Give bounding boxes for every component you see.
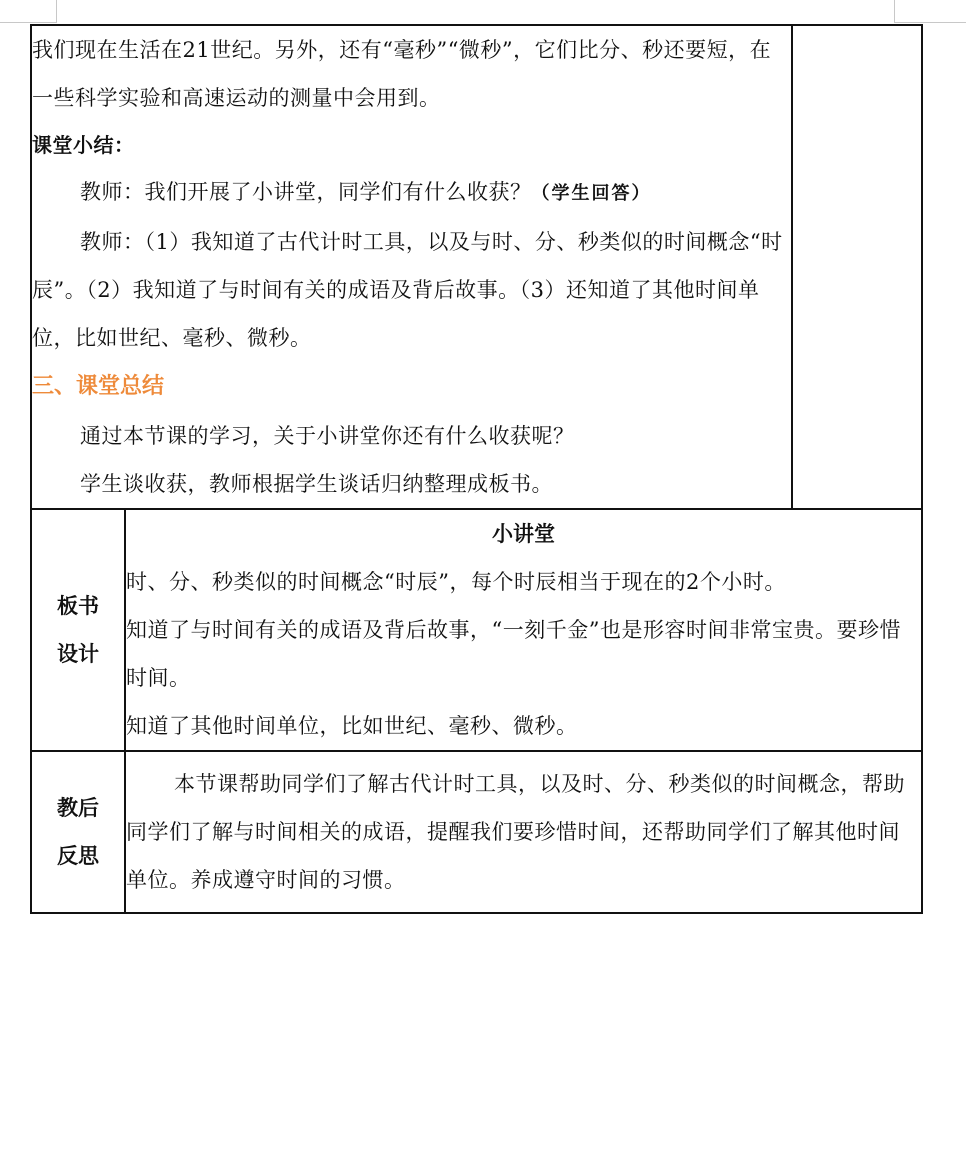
board-title: 小讲堂 [492, 522, 555, 546]
reflection-content [125, 751, 922, 913]
board-line-3: 知道了其他时间单位，比如世纪、毫秒、微秒。 [126, 714, 578, 738]
board-design-label [31, 509, 125, 751]
margin-mark-top-right [894, 22, 966, 23]
board-line-1: 时、分、秒类似的时间概念“时辰”，每个时辰相当于现在的2个小时。 [126, 570, 786, 594]
board-design-row [31, 509, 922, 751]
reflection-label-line2: 反思 [57, 844, 99, 868]
board-design-label-line1: 板书 [57, 594, 99, 618]
teaching-process-row [31, 25, 922, 509]
board-design-content [125, 509, 922, 751]
reflection-text: 本节课帮助同学们了解古代计时工具，以及时、分、秒类似的时间概念，帮助同学们了解与时间相关的成语，提醒我们要珍惜时间，还帮助同学们了解其他时间单位。养成遵守时间的习惯。 [126, 772, 905, 892]
margin-mark-left [56, 0, 57, 22]
closing-board-note: 学生谈收获，教师根据学生谈话归纳整理成板书。 [80, 472, 553, 496]
teaching-process-cell [31, 25, 792, 509]
board-design-label-line2: 设计 [57, 642, 99, 666]
margin-mark-right [894, 0, 895, 22]
intro-paragraph: 我们现在生活在21世纪。另外，还有“毫秒”“微秒”，它们比分、秒还要短，在一些科学实验和高速运动的测量中会用到。 [32, 38, 772, 110]
reflection-label-line1: 教后 [57, 796, 99, 820]
board-line-2: 知道了与时间有关的成语及背后故事，“一刻千金”也是形容时间非常宝贵。要珍惜时间。 [126, 618, 901, 690]
side-notes-cell [792, 25, 922, 509]
student-answer-note: （学生回答） [531, 183, 652, 204]
summary-label: 课堂小结： [32, 133, 135, 157]
margin-mark-top-left [0, 22, 57, 23]
reflection-label [31, 751, 125, 913]
section-title: 三、课堂总结 [32, 374, 165, 399]
lesson-plan-table [30, 24, 923, 914]
teacher-answer: 教师：（1）我知道了古代计时工具，以及与时、分、秒类似的时间概念“时辰”。（2）我知道了与时间有关的成语及背后故事。（3）还知道了其他时间单位，比如世纪、毫秒、微秒。 [32, 230, 783, 350]
teacher-question-text: 教师：我们开展了小讲堂，同学们有什么收获？ [80, 180, 532, 204]
reflection-row [31, 751, 922, 913]
teacher-question [32, 168, 791, 218]
closing-question: 通过本节课的学习，关于小讲堂你还有什么收获呢？ [80, 424, 575, 448]
